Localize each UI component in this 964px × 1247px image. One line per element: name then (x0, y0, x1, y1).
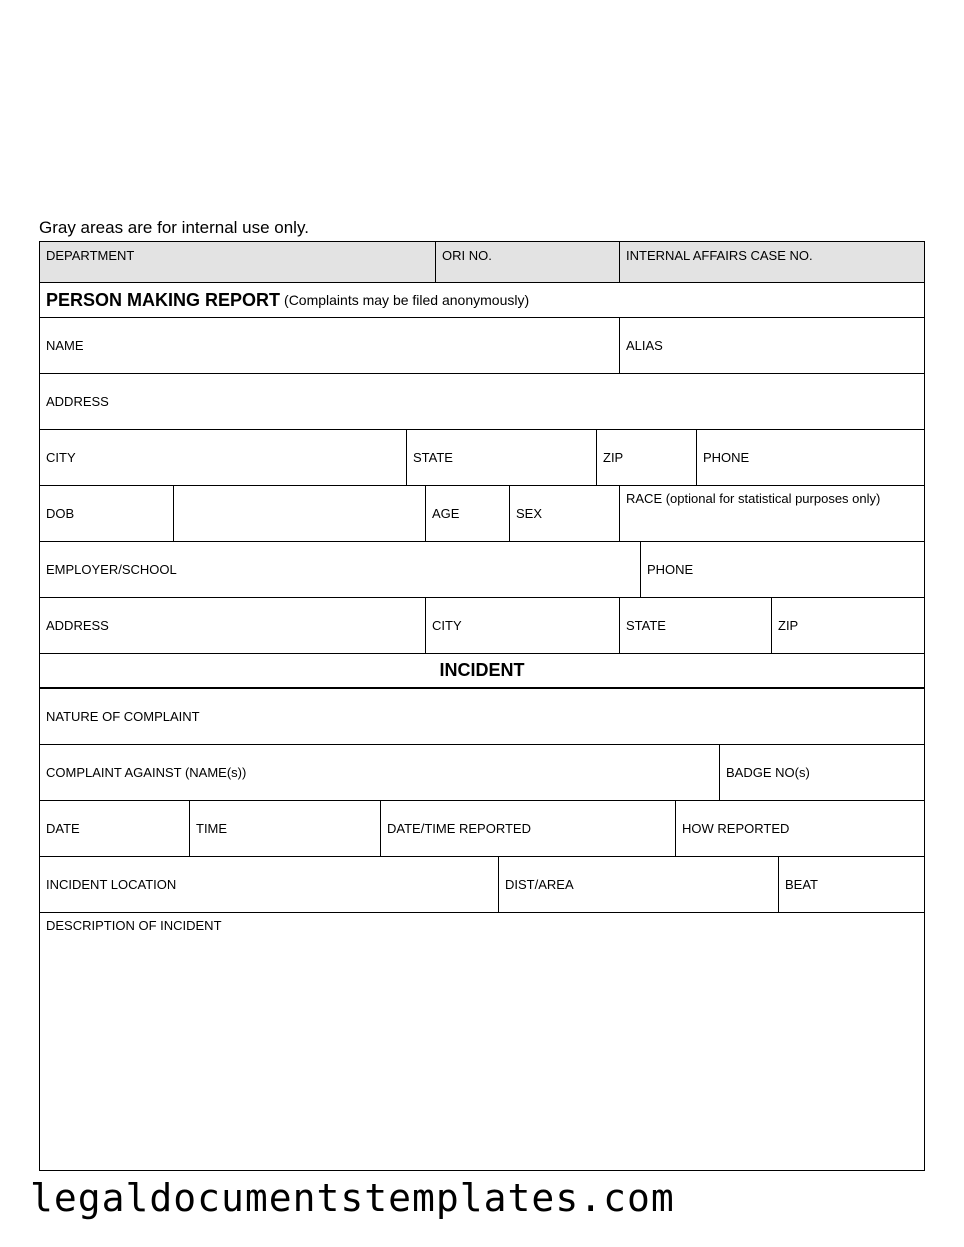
address-field[interactable]: ADDRESS (46, 394, 109, 409)
employer-address-field[interactable]: ADDRESS (40, 598, 426, 653)
employer-row (39, 542, 925, 598)
person-section-title: PERSON MAKING REPORT (46, 289, 281, 310)
date-row (39, 801, 925, 857)
watermark-text: legaldocumentstemplates.com (30, 1176, 675, 1220)
badge-no-field[interactable]: BADGE NO(s) (726, 765, 810, 780)
employer-field[interactable]: EMPLOYER/SCHOOL (40, 542, 641, 597)
internal-use-note: Gray areas are for internal use only. (39, 218, 309, 237)
description-row (39, 913, 925, 1171)
employer-address-row (39, 598, 925, 654)
dob-row (39, 486, 925, 542)
name-field[interactable]: NAME (40, 318, 620, 373)
date-field[interactable]: DATE (40, 801, 190, 856)
against-row (39, 745, 925, 801)
dob-label: DOB (40, 486, 174, 541)
nature-of-complaint-field[interactable]: NATURE OF COMPLAINT (46, 709, 200, 724)
department-field[interactable]: DEPARTMENT (40, 242, 436, 282)
complaint-form (39, 241, 925, 1171)
race-field[interactable]: RACE (optional for statistical purposes only) (626, 491, 881, 506)
employer-phone-field[interactable]: PHONE (647, 562, 694, 577)
sex-field[interactable]: SEX (510, 486, 620, 541)
nature-row (39, 689, 925, 745)
location-row (39, 857, 925, 913)
description-field[interactable]: DESCRIPTION OF INCIDENT (46, 918, 222, 933)
city-field[interactable]: CITY (40, 430, 407, 485)
employer-city-field[interactable]: CITY (426, 598, 620, 653)
name-row (39, 318, 925, 374)
time-field[interactable]: TIME (190, 801, 381, 856)
alias-field[interactable]: ALIAS (626, 338, 663, 353)
zip-field[interactable]: ZIP (597, 430, 697, 485)
internal-header-row (39, 241, 925, 283)
dob-field[interactable] (174, 486, 426, 541)
person-section-subtitle: (Complaints may be filed anonymously) (284, 292, 530, 308)
complaint-against-field[interactable]: COMPLAINT AGAINST (NAME(s)) (40, 745, 720, 800)
ia-case-no-field[interactable]: INTERNAL AFFAIRS CASE NO. (620, 242, 924, 282)
employer-state-field[interactable]: STATE (620, 598, 772, 653)
incident-section-header (39, 654, 925, 689)
employer-zip-field[interactable]: ZIP (778, 618, 799, 633)
phone-field[interactable]: PHONE (703, 450, 750, 465)
incident-location-field[interactable]: INCIDENT LOCATION (40, 857, 499, 912)
how-reported-field[interactable]: HOW REPORTED (682, 821, 790, 836)
dist-area-field[interactable]: DIST/AREA (499, 857, 779, 912)
person-section-header (39, 283, 925, 318)
state-field[interactable]: STATE (407, 430, 597, 485)
ori-no-field[interactable]: ORI NO. (436, 242, 620, 282)
beat-field[interactable]: BEAT (785, 877, 818, 892)
address-row (39, 374, 925, 430)
age-field[interactable]: AGE (426, 486, 510, 541)
date-time-reported-field[interactable]: DATE/TIME REPORTED (381, 801, 676, 856)
city-row (39, 430, 925, 486)
incident-section-title: INCIDENT (439, 660, 525, 680)
